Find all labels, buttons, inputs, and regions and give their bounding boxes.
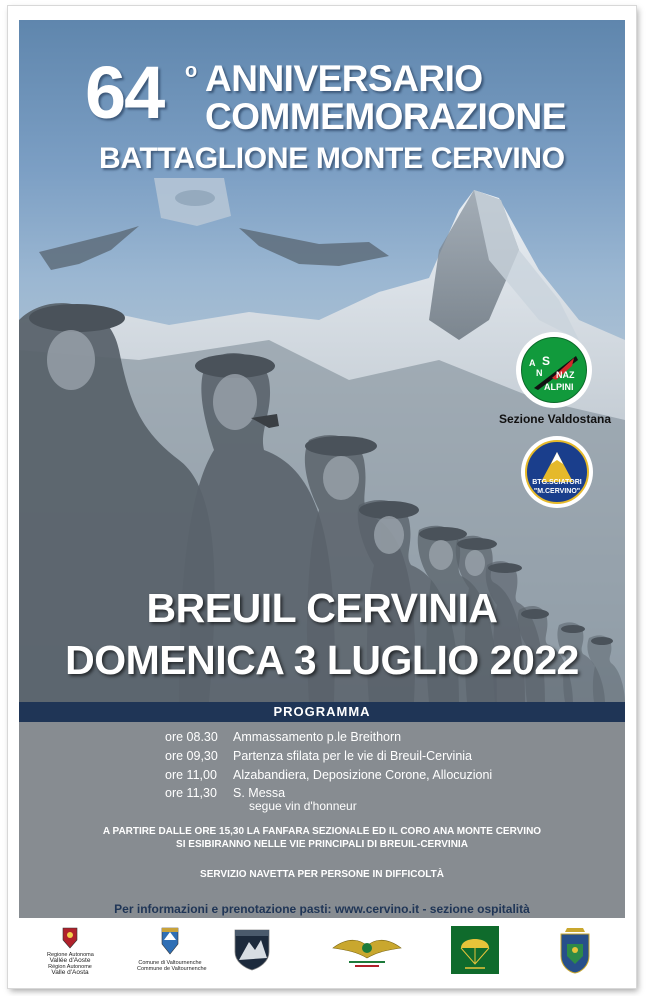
military-crest-icon [555, 926, 595, 974]
programma-time: ore 11,00 [165, 768, 217, 782]
ana-logo [516, 332, 592, 408]
poster-frame [8, 6, 636, 988]
regione-text-a: Regione Autonoma [47, 952, 94, 958]
alpine-shield-icon [229, 926, 275, 972]
btg-logo [521, 436, 593, 508]
comune-logo [137, 926, 207, 974]
btg-text: BTG.SCIATORI "M.CERVINO" [532, 479, 582, 495]
programma-desc: Partenza sfilata per le vie di Breuil-Cervinia [233, 749, 472, 763]
eagle-logo [329, 926, 405, 972]
ana-alpini: ALPINI [544, 382, 574, 392]
comune-text-a: Comune di Valtournenche [138, 960, 202, 966]
poster [19, 20, 625, 976]
title-commemorazione: COMMEMORAZIONE [205, 96, 566, 137]
programma-heading: PROGRAMMA [19, 702, 625, 722]
event-place: BREUIL CERVINIA [146, 585, 498, 631]
anniversary-ordinal: o [185, 60, 198, 82]
fanfara-note-line2: SI ESIBIRANNO NELLE VIE PRINCIPALI DI BREUIL-CERVINIA [176, 839, 468, 850]
comune-crest-icon [137, 926, 203, 958]
programma-time: ore 08.30 [165, 730, 218, 744]
ana-naz: NAZ [556, 370, 575, 380]
ana-letter-n: N [536, 368, 543, 378]
fanfara-note-line1: A PARTIRE DALLE ORE 15,30 LA FANFARA SEZIONALE ED IL CORO ANA MONTE CERVINO [102, 826, 542, 837]
parachute-icon [451, 926, 499, 974]
programma-item [19, 768, 625, 784]
programma-item [19, 749, 625, 765]
programma-time: ore 09,30 [165, 749, 218, 763]
hero-photo [19, 20, 625, 702]
parachute-logo [451, 926, 499, 974]
ana-letter-a: A [529, 358, 536, 368]
navetta-note: SERVIZIO NAVETTA PER PERSONE IN DIFFICOLTÀ [200, 869, 444, 880]
programma-sub: segue vin d'honneur [249, 799, 357, 813]
title-battaglione: BATTAGLIONE MONTE CERVINO [99, 142, 565, 175]
programma-time: ore 11,30 [165, 786, 217, 800]
sponsor-footer [19, 918, 625, 976]
regione-logo [47, 926, 93, 974]
regione-text-b: Vallée d'Aoste [49, 957, 91, 964]
eagle-wings-icon [329, 926, 405, 972]
regione-shield-icon [47, 926, 93, 950]
comune-text-b: Commune de Valtournenche [137, 966, 207, 972]
military-crest-logo [555, 926, 595, 974]
regione-text-d: Valle d'Aosta [51, 969, 89, 976]
ana-caption: Sezione Valdostana [498, 412, 612, 426]
alpine-shield-logo [229, 926, 275, 972]
programma-desc: S. Messa [233, 786, 286, 800]
event-date: DOMENICA 3 LUGLIO 2022 [65, 637, 579, 683]
contact-info: Per informazioni e prenotazione pasti: www.cervino.it - sezione ospitalità [19, 900, 625, 918]
regione-text-c: Région Autonome [48, 964, 92, 970]
ana-letter-s: S [542, 354, 551, 368]
programma-item [19, 730, 625, 746]
ana-feather-icon [522, 338, 587, 403]
programma-desc: Ammassamento p.le Breithorn [233, 730, 402, 744]
anniversary-number: 64 [85, 51, 164, 134]
programma-desc: Alzabandiera, Deposizione Corone, Allocuzioni [233, 768, 493, 782]
title-anniversario: ANNIVERSARIO [205, 58, 483, 99]
